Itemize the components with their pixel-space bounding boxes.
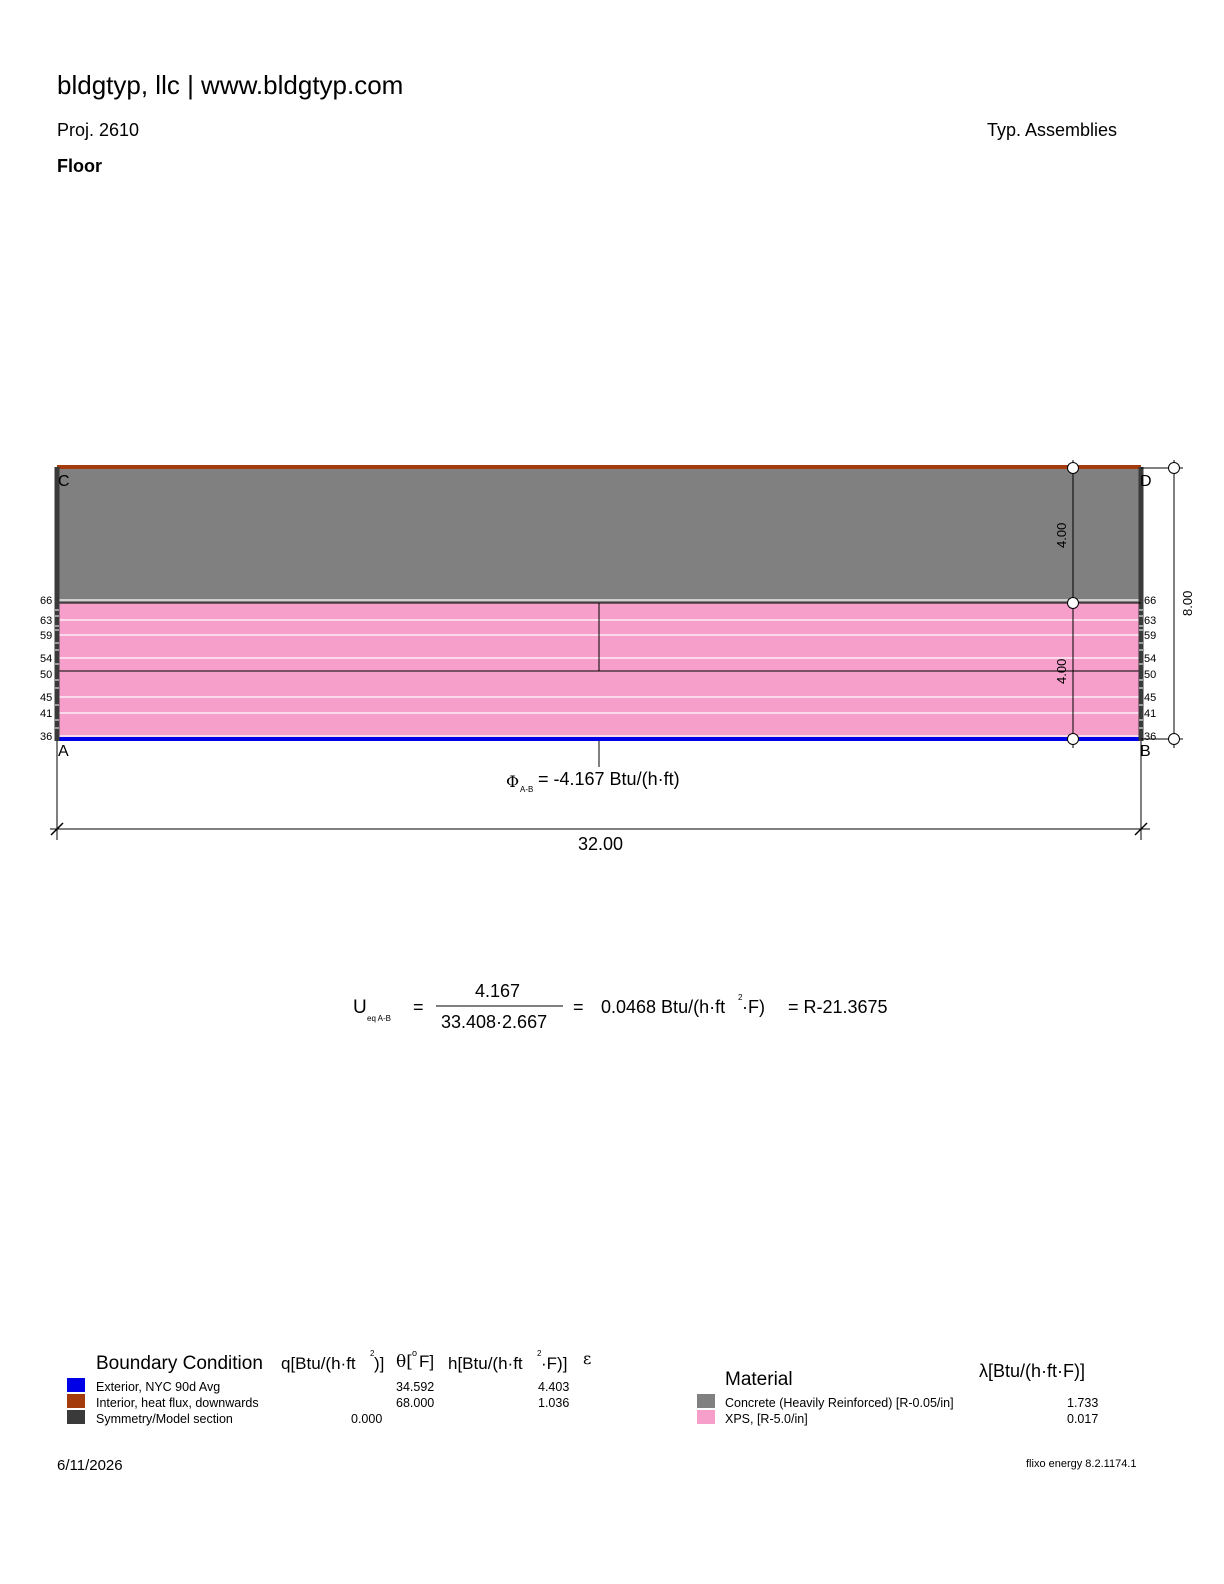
material-title: Material [725,1369,793,1390]
flux-subscript: A-B [520,785,534,794]
boundary-legend-rows [67,1378,569,1426]
h-column-end: ·F)] [541,1354,568,1373]
corner-label-b: B [1140,743,1151,760]
category-label: Typ. Assemblies [986,120,1117,140]
concrete-swatch [697,1394,715,1408]
fraction-numerator: 4.167 [475,981,521,1001]
u-result-superscript: 2 [738,993,743,1002]
exterior-swatch [67,1378,85,1392]
material-row-lambda: 1.733 [1067,1396,1099,1410]
temp-mark: 36 [1144,731,1157,743]
corner-label-d: D [1140,473,1152,490]
interior-swatch [67,1394,85,1408]
footer-date: 6/11/2026 [57,1457,123,1474]
theta-column-end: F] [419,1352,435,1371]
u-value-equation [353,981,888,1032]
material-row-lambda: 0.017 [1067,1412,1099,1426]
flux-value: = -4.167 Btu/(h·ft) [538,769,680,789]
dimension-total-width-label: 32.00 [578,834,624,854]
dimension-upper-label: 4.00 [1054,522,1069,548]
corner-label-c: C [58,473,70,490]
epsilon-column-header: ε [583,1349,592,1368]
theta-column-header: θ[ [396,1352,413,1372]
temp-mark: 45 [40,692,53,704]
temp-mark: 41 [1144,708,1157,720]
boundary-row-name: Symmetry/Model section [96,1412,233,1426]
temp-mark: 59 [40,630,53,642]
theta-column-sup: o [412,1348,418,1358]
temp-mark: 45 [1144,692,1157,704]
boundary-row-theta: 68.000 [396,1396,435,1410]
h-column-header: h[Btu/(h·ft [448,1354,523,1373]
q-column-end: )] [374,1354,385,1373]
temp-marks-right [1144,595,1156,743]
temp-mark: 54 [40,653,53,665]
boundary-row-h: 4.403 [538,1380,570,1394]
temp-mark: 41 [40,708,53,720]
boundary-title: Boundary Condition [96,1353,263,1374]
material-legend [697,1361,1098,1426]
u-symbol: U [353,997,367,1018]
material-row-name: XPS, [R-5.0/in] [725,1412,808,1426]
q-column-sup: 2 [370,1349,375,1358]
equals-sign: = [413,997,424,1017]
boundary-row-name: Exterior, NYC 90d Avg [96,1380,221,1394]
boundary-row-h: 1.036 [538,1396,570,1410]
corner-label-a: A [58,743,69,760]
dimension-total-horizontal [50,741,1150,840]
temp-mark: 63 [40,615,53,627]
temp-mark: 63 [1144,615,1157,627]
dimension-lower-label: 4.00 [1054,658,1069,684]
symmetry-swatch [67,1410,85,1424]
lambda-column-header: λ[Btu/(h·ft·F)] [979,1361,1086,1381]
flux-symbol: Φ [506,772,520,791]
r-value: = R-21.3675 [788,997,888,1017]
boundary-row-name: Interior, heat flux, downwards [96,1396,259,1410]
boundary-row-q: 0.000 [351,1412,383,1426]
u-subscript: eq A-B [367,1014,392,1023]
q-column-header: q[Btu/(h·ft [281,1354,356,1373]
company-header: bldgtyp, llc | www.bldgtyp.com [57,70,404,100]
h-column-sup: 2 [537,1349,542,1358]
temp-marks-left [40,595,52,743]
temp-mark: 59 [1144,630,1157,642]
temp-mark: 66 [1144,595,1157,607]
xps-swatch [697,1410,715,1424]
view-title: Floor [57,156,102,176]
dimension-total-height-label: 8.00 [1180,590,1195,616]
temp-mark: 50 [1144,669,1157,681]
temp-mark: 54 [1144,653,1157,665]
boundary-legend-header [96,1348,591,1374]
project-number: Proj. 2610 [57,120,140,140]
material-row-name: Concrete (Heavily Reinforced) [R-0.05/in] [725,1396,954,1410]
u-result: 0.0468 Btu/(h·ft [601,997,726,1017]
temp-mark: 66 [40,595,53,607]
concrete-layer [57,468,1141,603]
fraction-denominator: 33.408·2.667 [441,1012,548,1032]
boundary-row-theta: 34.592 [396,1380,435,1394]
footer-software: flixo energy 8.2.1174.1 [1026,1458,1137,1470]
u-result-end: ·F) [742,997,765,1017]
temp-mark: 36 [40,731,53,743]
temp-mark: 50 [40,669,53,681]
equals-sign: = [573,997,584,1017]
